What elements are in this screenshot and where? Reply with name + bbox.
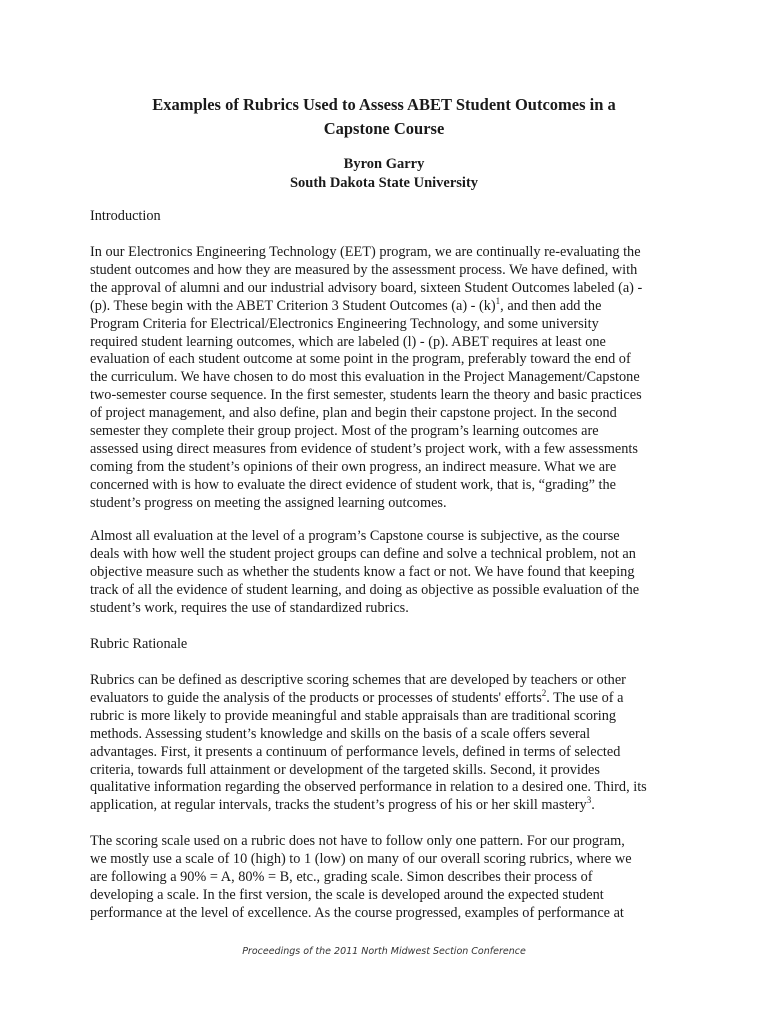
page-footer: Proceedings of the 2011 North Midwest Section Conference xyxy=(242,946,526,957)
author-block xyxy=(90,155,678,193)
text-line: the approval of alumni and our industrial advisory board, sixteen Student Outcomes labeled (a) - xyxy=(90,279,643,296)
text-line: student outcomes and how they are measured by the assessment process. We have defined, with xyxy=(90,261,638,278)
rubric-paragraph-2 xyxy=(90,833,680,923)
text-line: The scoring scale used on a rubric does not have to follow only one pattern. For our program, xyxy=(90,833,625,849)
text-segment: (p). These begin with the ABET Criterion 3 Student Outcomes (a) - (k) xyxy=(90,297,496,314)
text-line: two-semester course sequence. In the first semester, students learn the theory and basic practices xyxy=(90,387,642,404)
text-line xyxy=(90,797,680,815)
text-line: Almost all evaluation at the level of a program’s Capstone course is subjective, as the course xyxy=(90,528,620,544)
text-line: we mostly use a scale of 10 (high) to 1 (low) on many of our overall scoring rubrics, where we xyxy=(90,850,632,867)
text-line: concerned with is how to evaluate the direct evidence of student work, that is, “grading” the xyxy=(90,476,617,493)
section-heading-rubric-rationale: Rubric Rationale xyxy=(90,636,188,652)
text-line: evaluation of each student outcome at some point in the program, preferably toward the end of xyxy=(90,351,631,368)
text-line: the curriculum. We have chosen to do most this evaluation in the Project Management/Capstone xyxy=(90,369,640,386)
text-line: methods. Assessing student’s knowledge and skills on the basis of a scale offers several xyxy=(90,725,591,742)
text-line: assessed using direct measures from evidence of student’s project work, with a few assessments xyxy=(90,440,638,457)
section-heading-introduction: Introduction xyxy=(90,208,161,224)
text-segment: application, at regular intervals, tracks the student’s progress of his or her skill mastery xyxy=(90,797,587,814)
author-affiliation: South Dakota State University xyxy=(289,175,479,191)
text-line: are following a 90% = A, 80% = B, etc., grading scale. Simon describes their process of xyxy=(90,868,593,885)
text-line: track of all the evidence of student learning, and doing as objective as possible evaluation of the xyxy=(90,581,640,598)
text-line: Program Criteria for Electrical/Electronics Engineering Technology, and some university xyxy=(90,315,599,332)
text-line: student’s work, requires the use of standardized rubrics. xyxy=(90,599,409,616)
text-line: required student learning outcomes, which are labeled (l) - (p). ABET requires at least one xyxy=(90,333,606,350)
introduction-paragraph-2 xyxy=(90,528,680,618)
author-name: Byron Garry xyxy=(343,156,425,172)
footnote-ref-1: 1 xyxy=(495,295,501,306)
footnote-ref-2: 2 xyxy=(541,688,547,699)
text-line: advantages. First, it presents a continuum of performance levels, defined in terms of selected xyxy=(90,743,621,760)
text-line: objective measure such as whether the students know a fact or not. We have found that keeping xyxy=(90,563,635,580)
text-segment: . xyxy=(591,797,595,814)
text-line: In our Electronics Engineering Technology (EET) program, we are continually re-evaluating the xyxy=(90,244,641,260)
text-line: semester they complete their group project. Most of the program’s learning outcomes are xyxy=(90,423,599,440)
title-line-2: Capstone Course xyxy=(323,119,445,138)
title-line-1: Examples of Rubrics Used to Assess ABET Student Outcomes in a xyxy=(152,95,616,114)
text-line: coming from the student’s opinions of their own progress, an indirect measure. What we are xyxy=(90,458,617,475)
text-line: developing a scale. In the first version, the scale is developed around the expected student xyxy=(90,886,604,903)
introduction-paragraph-1 xyxy=(90,244,680,513)
text-segment: evaluators to guide the analysis of the products or processes of students' efforts xyxy=(90,689,542,706)
text-line: performance at the level of excellence. As the course progressed, examples of performance at xyxy=(90,904,624,921)
text-line xyxy=(90,690,680,708)
text-line: Rubrics can be defined as descriptive scoring schemes that are developed by teachers or other xyxy=(90,672,626,688)
text-line: rubric is more likely to provide meaningful and stable appraisals than are traditional scoring xyxy=(90,707,617,724)
text-line: student’s progress on meeting the assigned learning outcomes. xyxy=(90,494,447,511)
text-line: qualitative information regarding the observed performance in relation to a desired one. Third, its xyxy=(90,779,647,796)
text-line xyxy=(90,295,680,316)
text-line: deals with how well the student project groups can define and solve a technical problem, not an xyxy=(90,545,636,562)
text-line: criteria, towards full attainment or development of the targeted skills. Second, it provides xyxy=(90,761,600,778)
text-segment: , and then add the xyxy=(500,297,602,314)
footnote-ref-3: 3 xyxy=(586,795,592,806)
text-segment: . The use of a xyxy=(546,689,624,706)
text-line: of project management, and also define, plan and begin their capstone project. In the second xyxy=(90,405,617,422)
paper-title xyxy=(90,93,678,141)
rubric-paragraph-1 xyxy=(90,672,680,815)
